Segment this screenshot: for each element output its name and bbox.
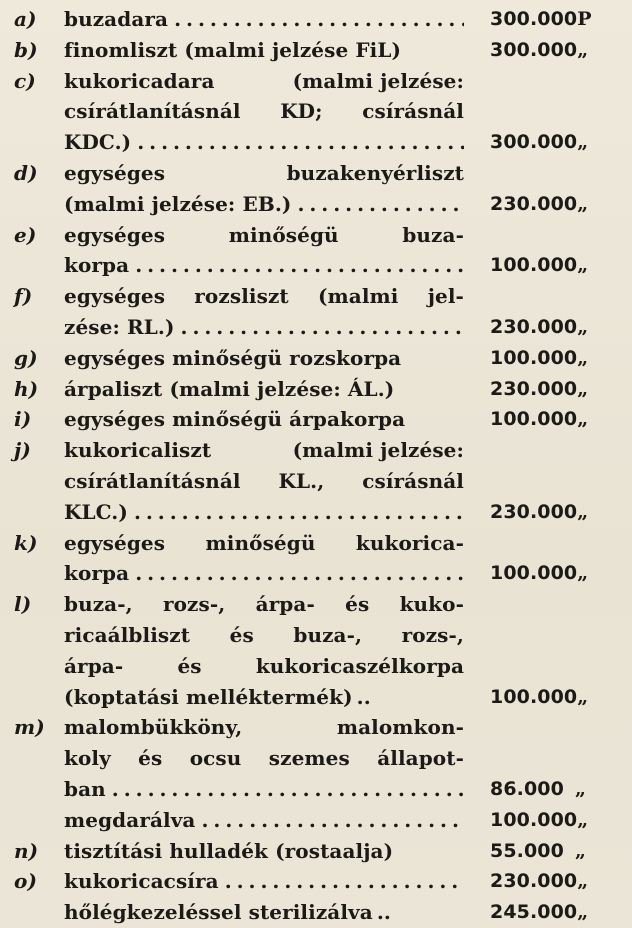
description-line xyxy=(64,497,464,528)
item-price xyxy=(464,158,594,220)
description-line xyxy=(64,558,464,589)
price-list-item xyxy=(14,343,624,374)
item-price xyxy=(464,805,594,836)
price-list-item xyxy=(14,866,624,897)
item-description xyxy=(64,220,464,282)
description-word: minőségü xyxy=(228,222,339,247)
price-amount: 230.000 xyxy=(490,870,578,893)
description-word: (koptatási melléktermék) xyxy=(64,684,353,709)
item-description xyxy=(64,158,464,220)
item-letter: h) xyxy=(14,376,39,401)
leader-dots xyxy=(202,805,465,836)
item-letter: j) xyxy=(14,438,31,463)
description-line xyxy=(64,220,464,251)
price-amount: 245.000 xyxy=(490,901,578,924)
description-line xyxy=(64,466,464,497)
leader-dots xyxy=(225,866,464,897)
description-line xyxy=(64,743,464,774)
description-word: csírátlanításnál xyxy=(64,99,241,124)
description-word: egységes xyxy=(64,530,166,555)
item-description xyxy=(64,866,464,897)
description-word: buza- xyxy=(402,222,464,247)
item-letter: f) xyxy=(14,284,33,309)
description-word: hőlégkezeléssel sterilizálva xyxy=(64,900,373,925)
price-unit: „ xyxy=(577,685,589,708)
price-unit: „ xyxy=(577,315,589,338)
price-amount: 100.000 xyxy=(490,346,578,369)
price-unit: „ xyxy=(577,38,589,61)
price-amount: 300.000 xyxy=(490,8,578,30)
price-unit: „ xyxy=(577,562,589,585)
leader-dots: .. xyxy=(356,684,371,709)
item-letter: l) xyxy=(14,592,32,617)
description-word: jel- xyxy=(427,284,464,309)
price-amount: 100.000 xyxy=(490,685,578,708)
item-description xyxy=(64,435,464,527)
item-letter xyxy=(14,897,64,928)
description-line xyxy=(64,620,464,651)
leader-dots xyxy=(181,312,464,343)
description-word: ricaálbliszt xyxy=(64,622,191,647)
leader-dots xyxy=(112,774,464,805)
description-word: malomkon- xyxy=(336,715,464,740)
price-list-item xyxy=(14,836,624,867)
description-word: kukorica- xyxy=(355,530,464,555)
description-word: kukoricaszélkorpa xyxy=(255,653,464,678)
item-price xyxy=(464,866,594,897)
item-price xyxy=(464,374,594,405)
item-description xyxy=(64,281,464,343)
description-word: kuko- xyxy=(399,592,464,617)
item-price xyxy=(464,343,594,374)
price-unit: „ xyxy=(577,500,589,523)
item-description xyxy=(64,35,464,66)
description-line xyxy=(64,836,464,867)
price-amount: 230.000 xyxy=(490,377,578,400)
item-letter: n) xyxy=(14,838,39,863)
item-description xyxy=(64,66,464,158)
leader-dots xyxy=(297,189,464,220)
item-price xyxy=(464,404,594,435)
price-unit: „ xyxy=(577,131,589,154)
description-line xyxy=(64,4,464,35)
description-word: malombükköny, xyxy=(64,715,243,740)
price-list-item xyxy=(14,281,624,343)
price-amount: 230.000 xyxy=(490,192,578,215)
item-price xyxy=(464,836,594,867)
description-line xyxy=(64,250,464,281)
item-price xyxy=(464,4,594,35)
description-word: zése: RL.) xyxy=(64,314,175,339)
price-amount: 230.000 xyxy=(490,315,578,338)
price-amount: 100.000 xyxy=(490,408,578,431)
price-unit: „ xyxy=(577,377,589,400)
item-letter: m) xyxy=(14,715,45,740)
item-letter: d) xyxy=(14,160,38,185)
price-amount: 100.000 xyxy=(490,808,578,831)
item-description xyxy=(64,404,464,435)
description-line xyxy=(64,682,464,713)
item-letter: k) xyxy=(14,530,38,555)
price-list-item xyxy=(14,897,624,928)
price-list-item xyxy=(14,528,624,590)
item-letter: c) xyxy=(14,68,36,93)
leader-dots xyxy=(174,4,464,35)
description-line xyxy=(64,897,464,928)
price-unit: „ xyxy=(577,808,589,831)
description-word: árpa- xyxy=(255,592,315,617)
description-word: egységes xyxy=(64,284,166,309)
description-word: KL., xyxy=(278,468,325,493)
item-price xyxy=(464,220,594,282)
item-price xyxy=(464,589,594,712)
item-price xyxy=(464,528,594,590)
description-line xyxy=(64,589,464,620)
description-word: rozs-, xyxy=(401,622,464,647)
leader-dots xyxy=(137,127,464,158)
description-word: finomliszt (malmi jelzése FiL) xyxy=(64,37,402,62)
description-word: KD; xyxy=(280,99,323,124)
description-word: és xyxy=(229,622,254,647)
description-line xyxy=(64,189,464,220)
description-word: tisztítási hulladék (rostaalja) xyxy=(64,838,394,863)
leader-dots xyxy=(135,558,464,589)
description-line xyxy=(64,712,464,743)
item-description xyxy=(64,589,464,712)
item-description xyxy=(64,4,464,35)
description-line xyxy=(64,774,464,805)
item-description xyxy=(64,712,464,804)
description-word: egységes minőségü árpakorpa xyxy=(64,407,406,432)
description-word: egységes minőségü rozskorpa xyxy=(64,345,402,370)
description-line xyxy=(64,96,464,127)
price-unit: „ xyxy=(577,254,589,277)
description-word: egységes xyxy=(64,160,166,185)
description-word: kukoricadara xyxy=(64,68,215,93)
price-list-item xyxy=(14,374,624,405)
price-amount: 100.000 xyxy=(490,254,578,277)
price-list-item xyxy=(14,435,624,527)
description-word: árpaliszt (malmi jelzése: ÁL.) xyxy=(64,376,395,401)
item-letter: b) xyxy=(14,37,38,62)
description-line xyxy=(64,374,464,405)
description-line xyxy=(64,66,464,97)
description-word: csírásnál xyxy=(362,99,464,124)
item-price xyxy=(464,435,594,527)
description-line xyxy=(64,35,464,66)
price-list-item xyxy=(14,4,624,35)
description-word: megdarálva xyxy=(64,807,196,832)
price-amount: 300.000 xyxy=(490,131,578,154)
description-word: és xyxy=(138,746,163,771)
price-unit: „ xyxy=(577,408,589,431)
price-amount: 300.000 xyxy=(490,38,578,61)
description-line xyxy=(64,805,464,836)
price-list-item xyxy=(14,805,624,836)
description-word: (malmi jelzése: xyxy=(292,438,464,463)
description-word: ban xyxy=(64,776,106,801)
description-word: ocsu xyxy=(189,746,242,771)
price-list-item xyxy=(14,712,624,804)
description-word: állapot- xyxy=(377,746,464,771)
price-unit: „ xyxy=(577,192,589,215)
description-word: és xyxy=(345,592,370,617)
price-amount: 86.000 xyxy=(490,777,564,800)
description-line xyxy=(64,281,464,312)
price-list-item xyxy=(14,35,624,66)
description-word: rozsliszt xyxy=(194,284,289,309)
price-list-item xyxy=(14,589,624,712)
description-word: koly xyxy=(64,746,111,771)
description-word: KDC.) xyxy=(64,130,132,155)
price-unit: „ xyxy=(574,777,586,800)
description-word: kukoricacsíra xyxy=(64,869,219,894)
price-unit: P xyxy=(577,8,592,30)
item-description xyxy=(64,374,464,405)
item-letter: g) xyxy=(14,345,38,370)
description-word: szemes xyxy=(268,746,350,771)
description-line xyxy=(64,404,464,435)
description-word: kukoricaliszt xyxy=(64,438,212,463)
item-price xyxy=(464,35,594,66)
leader-dots xyxy=(135,250,464,281)
item-description xyxy=(64,343,464,374)
item-letter: e) xyxy=(14,222,37,247)
item-letter: i) xyxy=(14,407,32,432)
price-list-item xyxy=(14,220,624,282)
description-word: KLC.) xyxy=(64,499,128,524)
description-line xyxy=(64,651,464,682)
description-word: csírátlanításnál xyxy=(64,468,241,493)
item-price xyxy=(464,712,594,804)
description-line xyxy=(64,866,464,897)
item-description xyxy=(64,805,464,836)
description-word: és xyxy=(177,653,202,678)
item-description xyxy=(64,836,464,867)
description-word: (malmi jelzése: xyxy=(292,68,464,93)
description-line xyxy=(64,435,464,466)
description-word: buza-, xyxy=(293,622,363,647)
price-amount: 100.000 xyxy=(490,562,578,585)
item-letter: a) xyxy=(14,7,37,31)
leader-dots: .. xyxy=(376,900,391,925)
item-description xyxy=(64,897,464,928)
description-word: korpa xyxy=(64,253,130,278)
description-line xyxy=(64,312,464,343)
price-unit: „ xyxy=(577,346,589,369)
price-unit: „ xyxy=(574,839,586,862)
item-letter xyxy=(14,805,64,836)
description-word: buzadara xyxy=(64,7,169,31)
item-price xyxy=(464,281,594,343)
description-word: (malmi jelzése: EB.) xyxy=(64,191,292,216)
description-word: buza-, xyxy=(64,592,133,617)
price-list-item xyxy=(14,66,624,158)
leader-dots xyxy=(134,497,464,528)
item-price xyxy=(464,66,594,158)
description-word: (malmi xyxy=(317,284,399,309)
price-list-item xyxy=(14,404,624,435)
price-unit: „ xyxy=(577,870,589,893)
item-price xyxy=(464,897,594,928)
item-description xyxy=(64,528,464,590)
description-word: rozs-, xyxy=(162,592,226,617)
description-word: csírásnál xyxy=(362,468,464,493)
description-word: minőségü xyxy=(205,530,316,555)
description-line xyxy=(64,127,464,158)
description-word: egységes xyxy=(64,222,166,247)
description-line xyxy=(64,528,464,559)
description-line xyxy=(64,158,464,189)
price-list-item xyxy=(14,158,624,220)
description-word: árpa- xyxy=(64,653,124,678)
description-word: buzakenyérliszt xyxy=(286,160,464,185)
item-letter: o) xyxy=(14,869,38,894)
price-amount: 230.000 xyxy=(490,500,578,523)
description-line xyxy=(64,343,464,374)
description-word: korpa xyxy=(64,561,130,586)
price-unit: „ xyxy=(577,901,589,924)
price-amount: 55.000 xyxy=(490,839,564,862)
